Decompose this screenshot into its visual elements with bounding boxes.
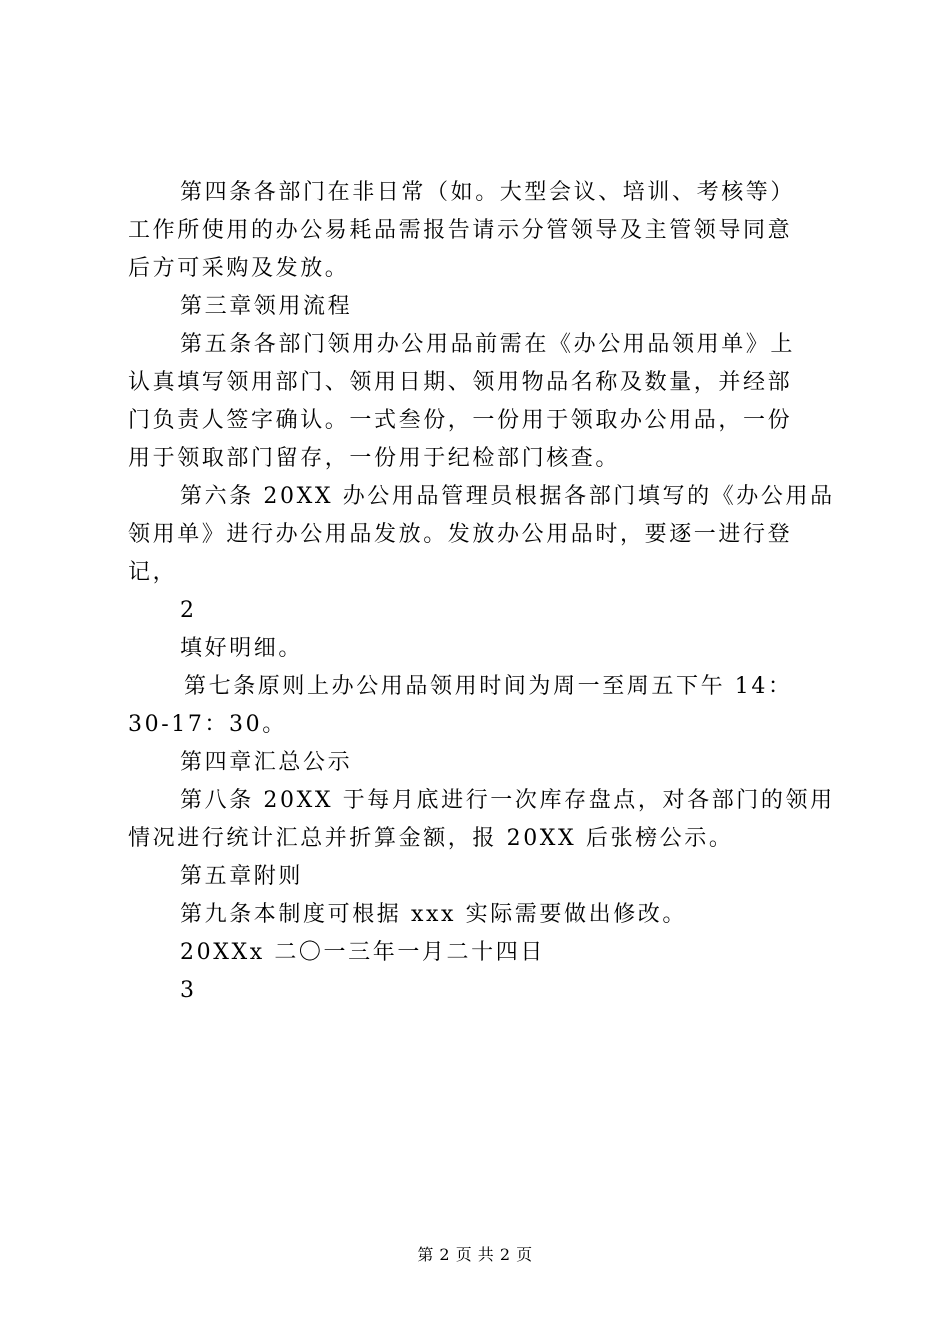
article-4-line-1: 第四条各部门在非日常（如。大型会议、培训、考核等）: [180, 180, 796, 205]
date-line: 20XXx 二〇一三年一月二十四日: [180, 940, 545, 965]
article-7-line-2: 30-17：30。: [128, 712, 287, 737]
article-5-line-4: 用于领取部门留存，一份用于纪检部门核查。: [128, 446, 621, 471]
article-6-line-3: 记，: [128, 560, 178, 585]
article-5-line-3: 门负责人签字确认。一式叁份，一份用于领取办公用品，一份: [128, 408, 793, 433]
chapter-3-heading: 第三章领用流程: [180, 294, 353, 319]
article-6-line-1: 第六条 20XX 办公用品管理员根据各部门填写的《办公用品: [180, 484, 835, 509]
article-5-line-1: 第五条各部门领用办公用品前需在《办公用品领用单》上: [180, 332, 796, 357]
article-6-continuation: 填好明细。: [180, 636, 304, 661]
page-footer: 第 2 页 共 2 页: [417, 1245, 533, 1264]
article-9-line-1: 第九条本制度可根据 xxx 实际需要做出修改。: [180, 902, 688, 927]
article-4-line-3: 后方可采购及发放。: [128, 256, 350, 281]
article-4-line-2: 工作所使用的办公易耗品需报告请示分管领导及主管领导同意: [128, 218, 793, 243]
article-5-line-2: 认真填写领用部门、领用日期、领用物品名称及数量，并经部: [128, 370, 793, 395]
article-8-line-1: 第八条 20XX 于每月底进行一次库存盘点，对各部门的领用: [180, 788, 835, 813]
article-8-line-2: 情况进行统计汇总并折算金额，报 20XX 后张榜公示。: [128, 826, 734, 851]
page-marker-3: 3: [180, 978, 197, 1003]
page-marker-2: 2: [180, 598, 197, 623]
chapter-4-heading: 第四章汇总公示: [180, 750, 353, 775]
chapter-5-heading: 第五章附则: [180, 864, 304, 889]
article-7-line-1: 第七条原则上办公用品领用时间为周一至周五下午 14：: [184, 674, 793, 699]
article-6-line-2: 领用单》进行办公用品发放。发放办公用品时，要逐一进行登: [128, 522, 793, 547]
document-body: [128, 174, 836, 1010]
